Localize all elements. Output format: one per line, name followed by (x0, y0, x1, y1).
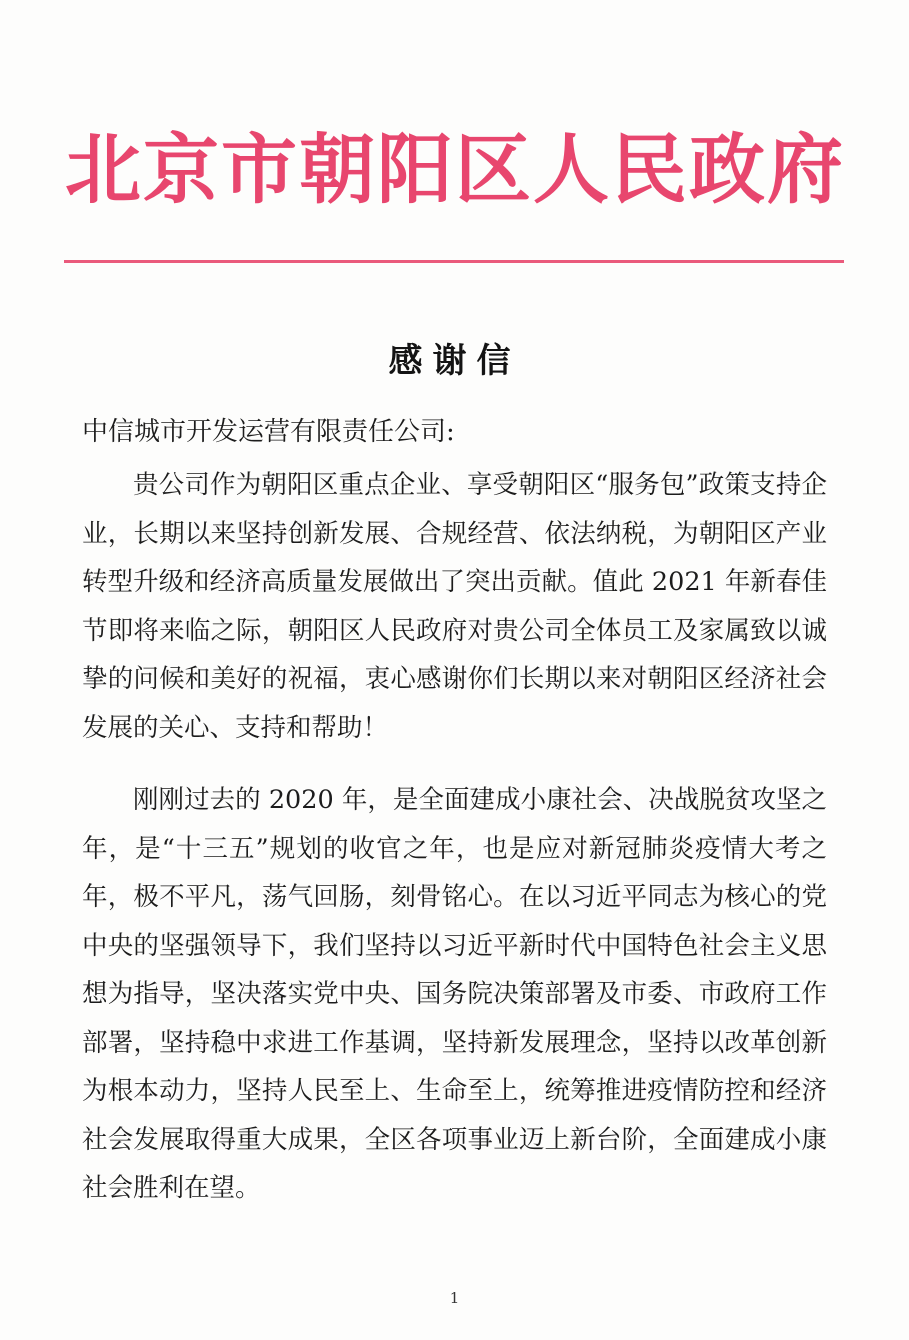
body-paragraph: 贵公司作为朝阳区重点企业、享受朝阳区“服务包”政策支持企业，长期以来坚持创新发展、合规经营、依法纳税，为朝阳区产业转型升级和经济高质量发展做出了突出贡献。值此 2021 年新春佳节即将来临之际，朝阳区人民政府对贵公司全体员工及家属致以诚挚的问候和美好的祝福，衷心感谢你们长期以来对朝阳区经济社会发展的关心、支持和帮助！ (82, 470, 827, 743)
page-number: 1 (449, 1289, 460, 1307)
letterhead-divider (64, 260, 844, 263)
letterhead-title: 北京市朝阳区人民政府 (65, 125, 845, 214)
salutation: 中信城市开发运营有限责任公司: (82, 417, 455, 447)
body-paragraph: 刚刚过去的 2020 年，是全面建成小康社会、决战脱贫攻坚之年，是“十三五”规划的收官之年，也是应对新冠肺炎疫情大考之年，极不平凡，荡气回肠，刻骨铭心。在以习近平同志为核心的党中央的坚强领导下，我们坚持以习近平新时代中国特色社会主义思想为指导，坚决落实党中央、国务院决策部署及市委、市政府工作部署，坚持稳中求进工作基调，坚持新发展理念，坚持以改革创新为根本动力，坚持人民至上、生命至上，统筹推进疫情防控和经济社会发展取得重大成果，全区各项事业迈上新台阶，全面建成小康社会胜利在望。 (82, 785, 827, 1203)
document-title: 感谢信 (388, 341, 521, 381)
